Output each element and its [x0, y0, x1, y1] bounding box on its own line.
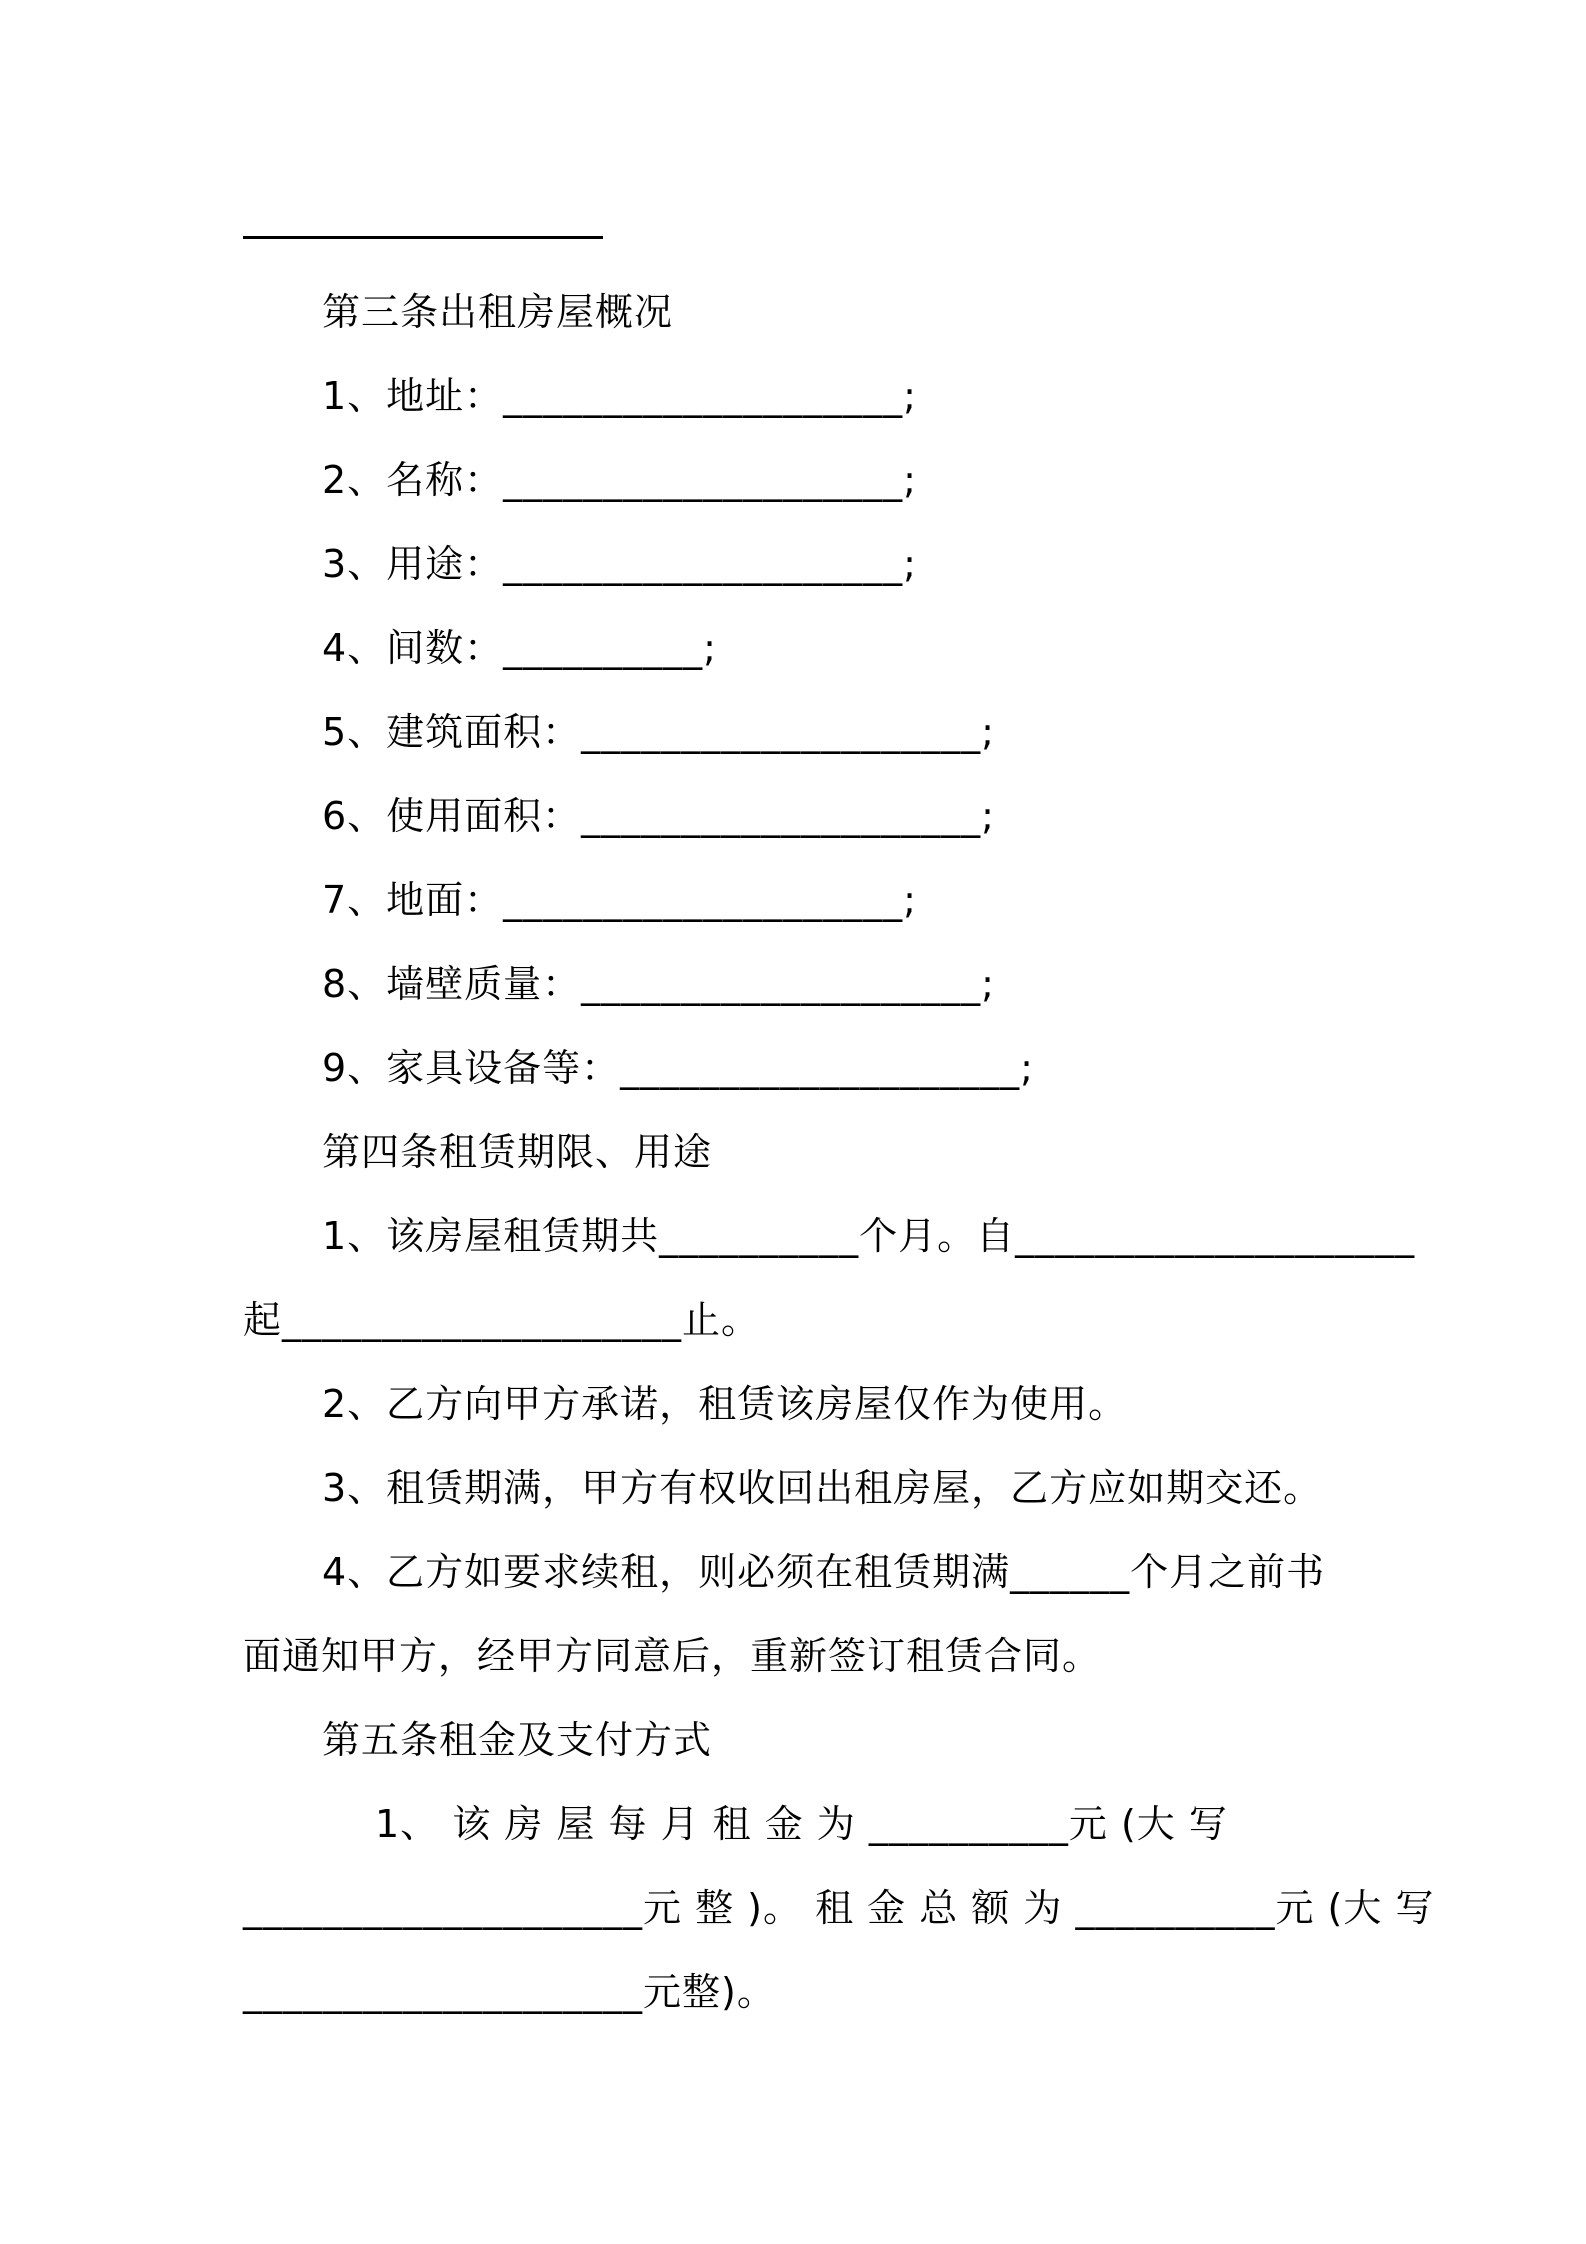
item-usable-area: 6、使用面积：____________________; — [322, 794, 995, 838]
blank-line-rule — [243, 236, 603, 239]
item-rooms: 4、间数：__________; — [322, 626, 717, 670]
item-furniture: 9、家具设备等：____________________; — [322, 1046, 1034, 1090]
item-floor: 7、地面：____________________; — [322, 878, 917, 922]
rent-clause-line-1: 1、 该 房 屋 每 月 租 金 为 __________元 (大 写 — [375, 1802, 1228, 1846]
item-wall-quality: 8、墙壁质量：____________________; — [322, 962, 995, 1006]
section-3-title: 第三条出租房屋概况 — [322, 290, 674, 334]
section-5-title: 第五条租金及支付方式 — [322, 1718, 713, 1762]
term-clause-line-2: 起____________________止。 — [243, 1298, 761, 1342]
item-name: 2、名称：____________________; — [322, 458, 917, 502]
rent-clause-line-2: ____________________元 整 )。 租 金 总 额 为 __________元 (大 写 — [243, 1886, 1435, 1930]
renewal-clause-line-2: 面通知甲方，经甲方同意后，重新签订租赁合同。 — [243, 1634, 1102, 1678]
rent-clause-line-3: ____________________元整)。 — [243, 1970, 776, 2014]
item-building-area: 5、建筑面积：____________________; — [322, 710, 995, 754]
expiry-clause: 3、租赁期满，甲方有权收回出租房屋，乙方应如期交还。 — [322, 1466, 1323, 1510]
term-clause-line-1: 1、该房屋租赁期共__________个月。自____________________ — [322, 1214, 1416, 1258]
section-4-title: 第四条租赁期限、用途 — [322, 1130, 713, 1174]
item-usage: 3、用途：____________________; — [322, 542, 917, 586]
item-address: 1、地址：____________________; — [322, 374, 917, 418]
renewal-clause-line-1: 4、乙方如要求续租，则必须在租赁期满______个月之前书 — [322, 1550, 1326, 1594]
usage-promise-clause: 2、乙方向甲方承诺，租赁该房屋仅作为使用。 — [322, 1382, 1128, 1426]
